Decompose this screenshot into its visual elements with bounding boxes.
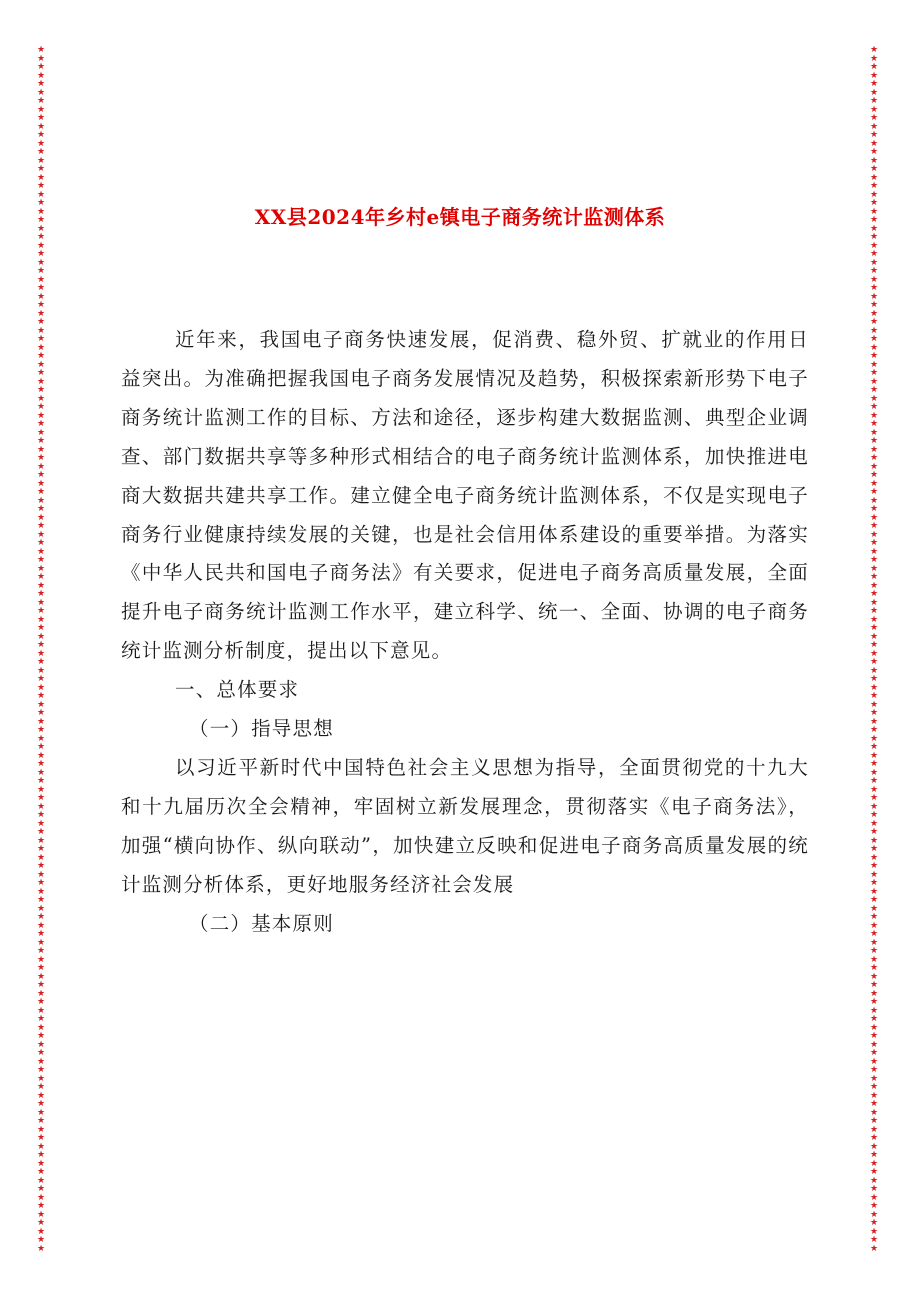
intro-paragraph: 近年来，我国电子商务快速发展，促消费、稳外贸、扩就业的作用日益突出。为准确把握我国电子商务发展情况及趋势，积极探索新形势下电子商务统计监测工作的目标、方法和途径，逐步构建大数据监测、典型企业调查、部门数据共享等多种形式相结合的电子商务统计监测体系，加快推进电商大数据共建共享工作。建立健全电子商务统计监测体系，不仅是实现电子商务行业健康持续发展的关键，也是社会信用体系建设的重要举措。为落实《中华人民共和国电子商务法》有关要求，促进电子商务高质量发展，全面提升电子商务统计监测工作水平，建立科学、统一、全面、协调的电子商务统计监测分析制度，提出以下意见。 — [121, 328, 809, 663]
subsection-heading-guiding-ideology: （一）指导思想 — [189, 717, 334, 741]
section-heading-general-requirements: 一、总体要求 — [175, 678, 300, 702]
right-star-border: ★★★★★★★★★★★★★★★★★★★★★★★★★★★★★★★★★★★★★★★★★★★★★★★★★★★★★★★★★★★★★★★★★★★★★★★★★★★★★★★★★★★★★★★★★★★★★★★★★★★★★★★★★★★★★★★★★★★★★★★★★★★★★★★★★★★★★★★★★★★★★★ — [869, 46, 879, 1252]
document-title: XX县2024年乡村e镇电子商务统计监测体系 — [254, 205, 666, 229]
subsection-heading-basic-principles: （二）基本原则 — [189, 911, 334, 935]
guiding-ideology-paragraph: 以习近平新时代中国特色社会主义思想为指导，全面贯彻党的十九大和十九届历次全会精神，牢固树立新发展理念，贯彻落实《电子商务法》，加强“横向协作、纵向联动”，加快建立反映和促进电子商务高质量发展的统计监测分析体系，更好地服务经济社会发展 — [121, 755, 809, 896]
document-body — [121, 321, 809, 944]
left-star-border: ★★★★★★★★★★★★★★★★★★★★★★★★★★★★★★★★★★★★★★★★★★★★★★★★★★★★★★★★★★★★★★★★★★★★★★★★★★★★★★★★★★★★★★★★★★★★★★★★★★★★★★★★★★★★★★★★★★★★★★★★★★★★★★★★★★★★★★★★★★★★★★ — [36, 46, 46, 1252]
